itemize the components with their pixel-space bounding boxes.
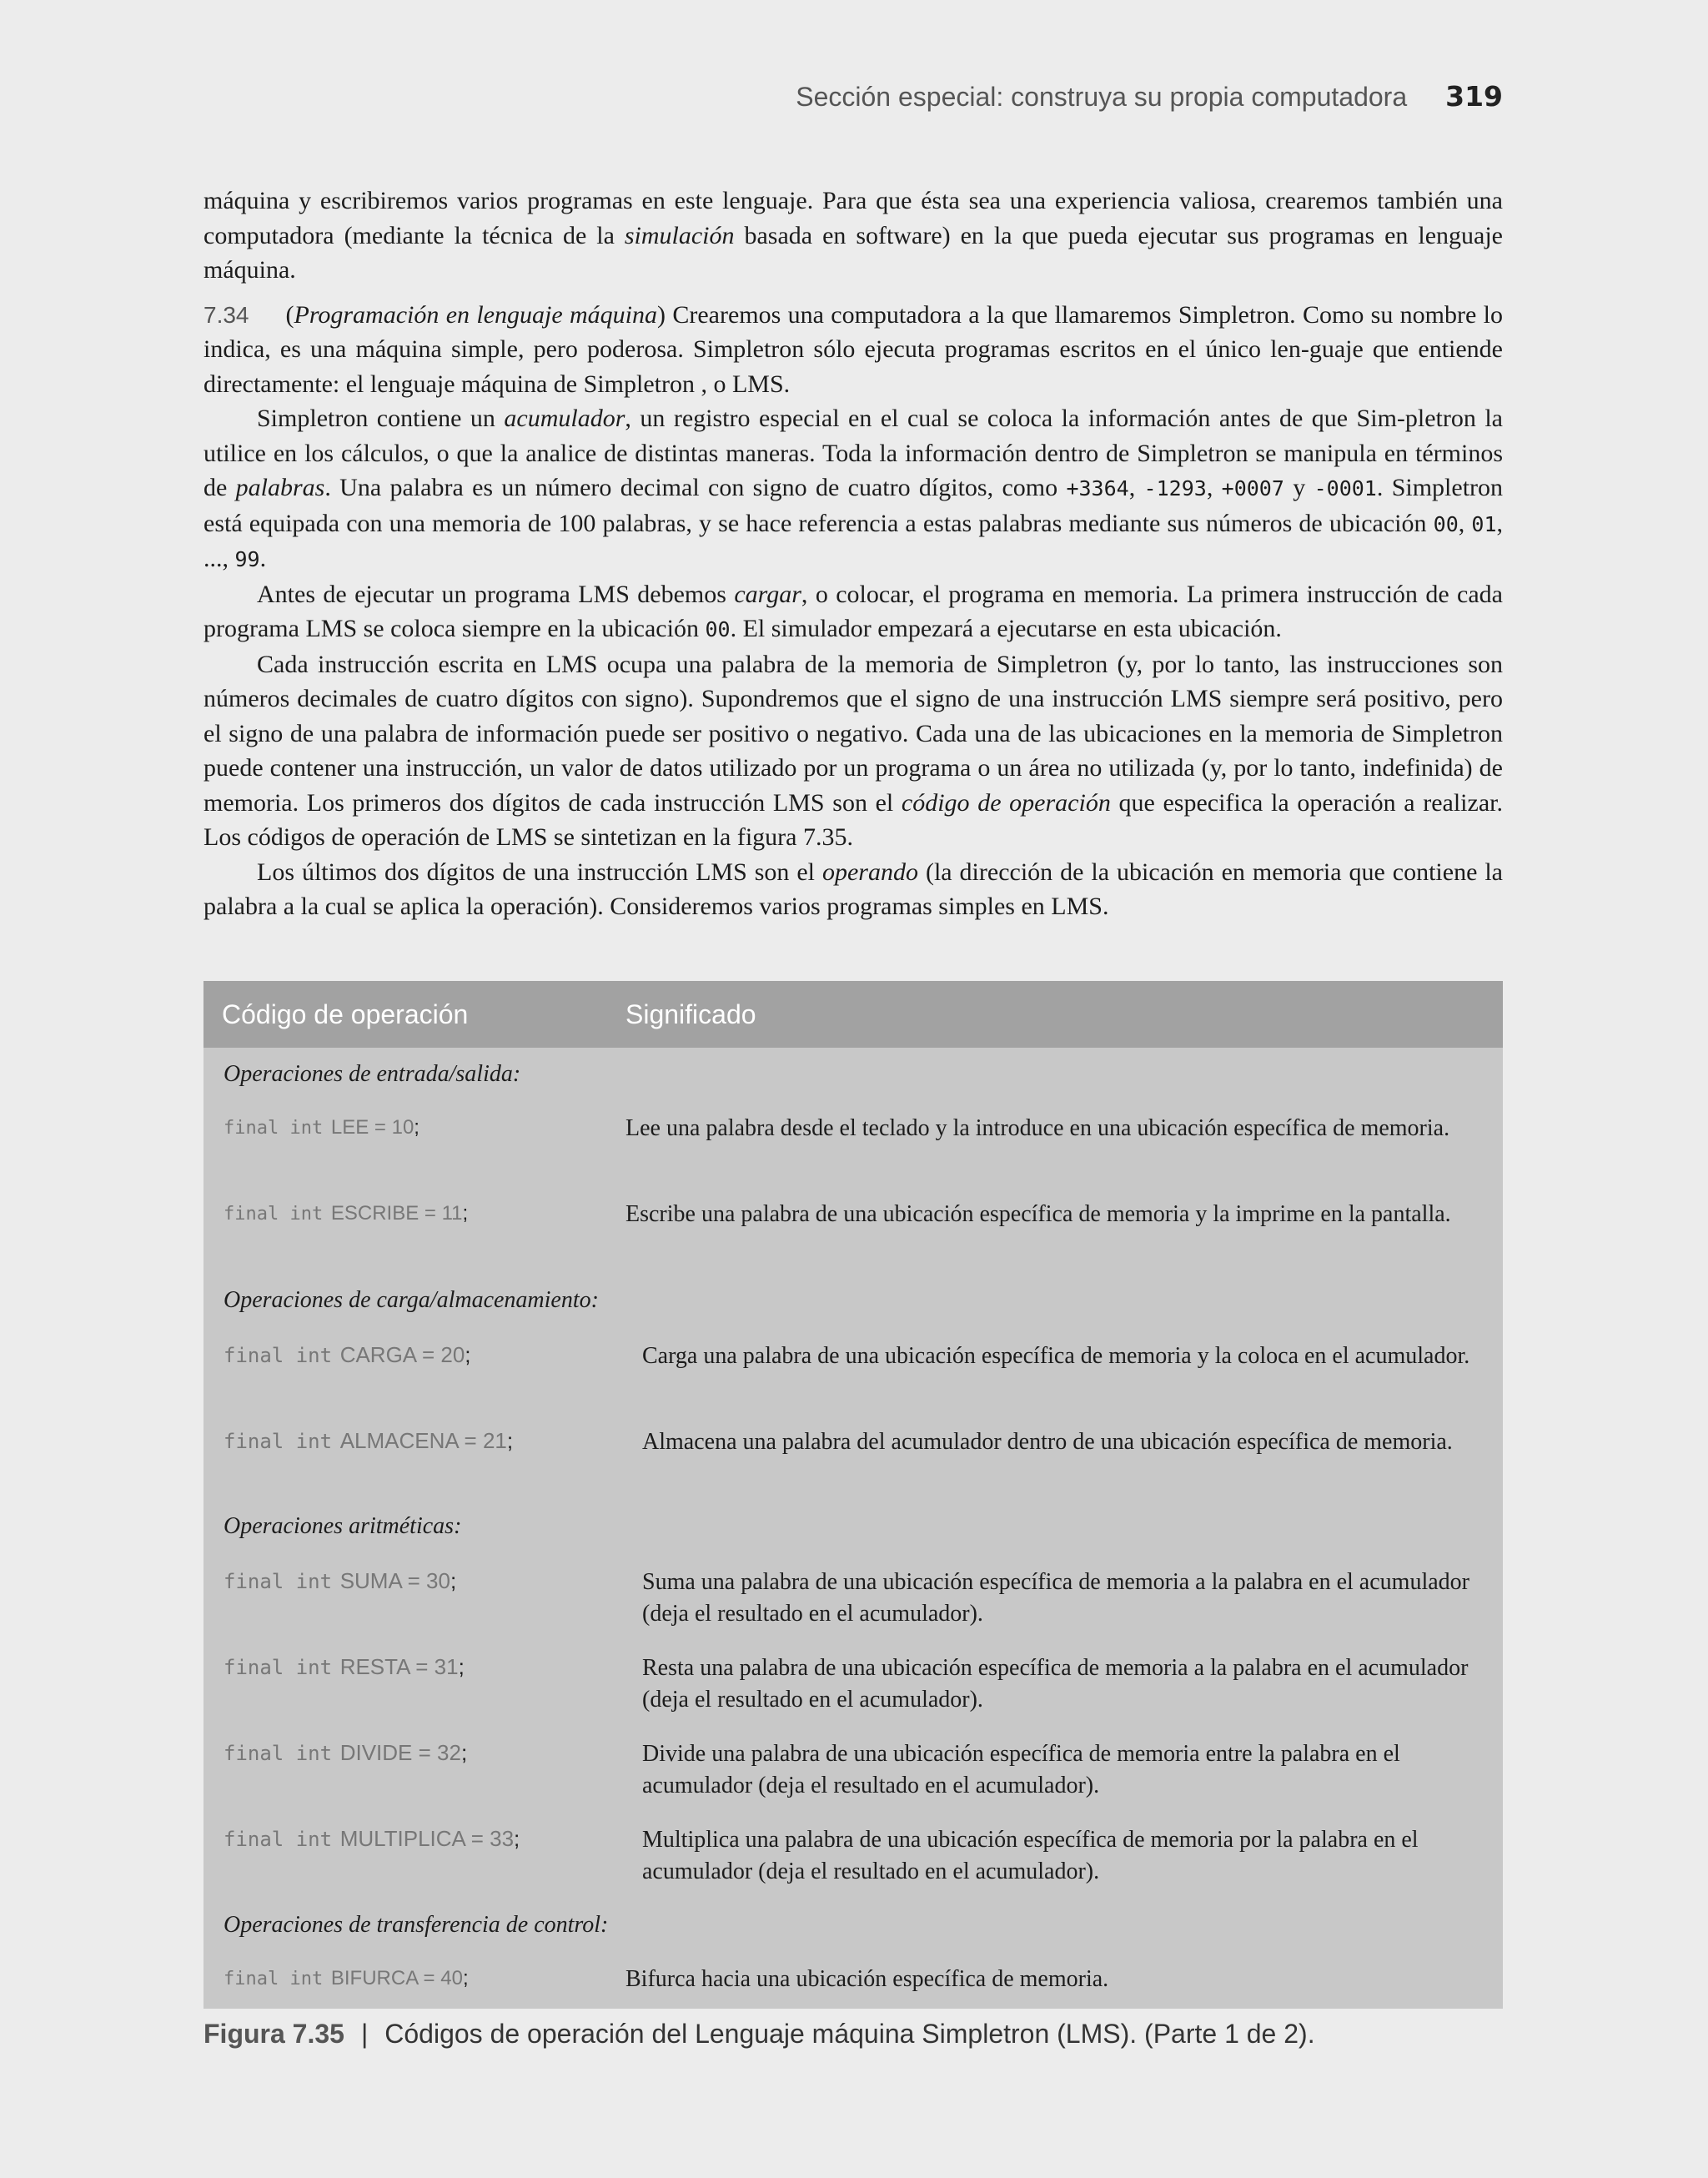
constant-value: 30: [426, 1568, 450, 1593]
code-literal: +0007: [1221, 476, 1284, 500]
figure-caption: [203, 2019, 1315, 2050]
code-literal: -1293: [1143, 476, 1207, 500]
constant-value: 40: [440, 1967, 463, 1989]
keyword: final int: [224, 1656, 333, 1679]
constant-value: 21: [482, 1428, 507, 1453]
semicolon: ;: [462, 1202, 469, 1225]
table-row-desc: Suma una palabra de una ubicación específica de memoria a la palabra en el acumulador (deja el resultado en el acumulador).: [642, 1569, 1469, 1627]
emphasis: palabras: [235, 474, 325, 501]
constant-name: SUMA: [339, 1568, 402, 1593]
text-run: Simpletron contiene un: [257, 405, 505, 432]
running-head: [203, 80, 1503, 113]
text-run: máquina y escribiremos varios programas en este lenguaje. Para que ésta sea una experiencia valiosa, crearemos también una computadora (mediante la técnica de la: [203, 187, 1503, 249]
constant-name: MULTIPLICA: [339, 1826, 465, 1851]
keyword: final int: [224, 1828, 333, 1851]
table-row-desc: Resta una palabra de una ubicación específica de memoria a la palabra en el acumulador (deja el resultado en el acumulador).: [642, 1655, 1469, 1713]
table-row-desc: Escribe una palabra de una ubicación específica de memoria y la imprime en la pantalla.: [625, 1201, 1451, 1227]
emphasis: operando: [821, 858, 918, 886]
text-run: , un registro especial en el cual se coloca la información antes de que Sim-pletron la utilice en los cálculos, o que la analice de distintas maneras. Toda la información dentro de Simpletron se manipula en términos de: [203, 405, 1503, 501]
table-row-code: [224, 1116, 419, 1139]
constant-value: 20: [440, 1342, 465, 1367]
table-row-code: [224, 1202, 468, 1225]
emphasis: cargar: [734, 580, 801, 608]
table-row-code: [224, 1654, 465, 1680]
table-row-desc: Multiplica una palabra de una ubicación específica de memoria por la palabra en el acumulador (deja el resultado en el acumulador).: [642, 1827, 1419, 1884]
table-row-code: [224, 1342, 471, 1368]
constant-value: 32: [437, 1740, 461, 1765]
semicolon: ;: [460, 1740, 468, 1765]
table-row-desc: Carga una palabra de una ubicación específica de memoria y la coloca en el acumulador.: [642, 1343, 1470, 1369]
paragraph: [203, 855, 1503, 924]
caption-separator: |: [360, 2019, 369, 2049]
code-literal: 99: [234, 547, 260, 571]
text-run: ,: [1206, 474, 1222, 501]
semicolon: ;: [462, 1967, 469, 1989]
table-row-code: [224, 1826, 520, 1852]
equals: =: [419, 1202, 442, 1225]
emphasis: simulación: [624, 221, 735, 249]
keyword: final int: [224, 1118, 324, 1139]
constant-name: LEE: [330, 1116, 369, 1139]
semicolon: ;: [450, 1568, 457, 1593]
column-header-meaning: Significado: [625, 999, 756, 1029]
emphasis: código de operación: [901, 788, 1111, 817]
text-run: (la dirección de la ubicación en memoria que contiene la palabra a la cual se aplica la operación). Consideremos varios programas simples en LMS.: [203, 858, 1504, 920]
keyword: final int: [224, 1344, 333, 1367]
table-row-code: [224, 1568, 456, 1594]
equals: =: [417, 1967, 441, 1989]
opcode-table: [203, 981, 1503, 2009]
table-header: [203, 981, 1503, 1048]
text-run: (: [285, 300, 294, 329]
text-run: , o colocar, el programa en memoria. La primera instrucción de cada programa LMS se coloca siempre en la ubicación: [203, 580, 1504, 642]
paragraph: [203, 401, 1503, 577]
equals: =: [458, 1428, 483, 1453]
text-run: y: [1284, 474, 1314, 501]
equals: =: [465, 1826, 490, 1851]
page-number: 319: [1445, 80, 1503, 113]
text-run: Los últimos dos dígitos de una instrucción LMS son el: [257, 858, 822, 886]
keyword: final int: [224, 1570, 333, 1593]
equals: =: [415, 1342, 441, 1367]
constant-value: 11: [441, 1202, 463, 1225]
constant-name: ESCRIBE: [330, 1202, 419, 1225]
body-text: [203, 184, 1503, 924]
section-heading: Operaciones de entrada/salida:: [224, 1061, 521, 1087]
caption-text: Códigos de operación del Lenguaje máquina Simpletron (LMS). (Parte 1 de 2).: [384, 2019, 1315, 2049]
exercise-paragraph: [203, 298, 1503, 402]
equals: =: [401, 1568, 427, 1593]
keyword: final int: [224, 1969, 324, 1989]
table-row-desc: Lee una palabra desde el teclado y la introduce en una ubicación específica de memoria.: [625, 1115, 1450, 1141]
constant-name: CARGA: [339, 1342, 416, 1367]
keyword: final int: [224, 1430, 333, 1453]
section-heading: Operaciones de carga/almacenamiento:: [224, 1287, 599, 1313]
semicolon: ;: [514, 1826, 520, 1851]
text-run: Cada instrucción escrita en LMS ocupa una palabra de la memoria de Simpletron (y, por lo tanto, las instrucciones son números decimales de cuatro dígitos con signo). Supondremos que el signo de una instrucción LMS siempre será positivo, pero el signo de una palabra de información puede ser positivo o negativo. Cada una de las ubicaciones en la memoria de Simpletron puede contener una instrucción, un valor de datos utilizado por un programa o un área no utilizada (y, por lo tanto, indefinida) de memoria. Los primeros dos dígitos de cada instrucción LMS son el: [203, 650, 1503, 817]
semicolon: ;: [506, 1428, 514, 1453]
table-row-desc: Divide una palabra de una ubicación específica de memoria entre la palabra en el acumulador (deja el resultado en el acumulador).: [642, 1741, 1400, 1798]
text-run: . El simulador empezará a ejecutarse en esta ubicación.: [730, 615, 1282, 642]
table-row-code: [224, 1740, 467, 1766]
code-literal: 00: [705, 617, 731, 641]
emphasis: acumulador: [504, 405, 625, 432]
constant-name: RESTA: [339, 1654, 410, 1679]
paragraph: [203, 184, 1503, 288]
exercise-number: 7.34: [203, 301, 249, 328]
keyword: final int: [224, 1742, 333, 1765]
semicolon: ;: [465, 1342, 471, 1367]
table-row-desc: Bifurca hacia una ubicación específica de memoria.: [625, 1966, 1109, 1992]
equals: =: [412, 1740, 438, 1765]
text-run: , ...,: [203, 509, 1503, 572]
section-title: Sección especial: construya su propia computadora: [796, 82, 1408, 112]
text-run: ,: [1458, 509, 1472, 537]
table-row-desc: Almacena una palabra del acumulador dentro de una ubicación específica de memoria.: [642, 1429, 1453, 1455]
equals: =: [369, 1116, 392, 1139]
code-literal: 01: [1471, 511, 1497, 536]
code-literal: 00: [1433, 511, 1459, 536]
code-literal: +3364: [1066, 476, 1129, 500]
text-run: ,: [1128, 474, 1144, 501]
column-header-opcode: Código de operación: [222, 999, 469, 1029]
equals: =: [409, 1654, 435, 1679]
table-row-code: [224, 1428, 513, 1454]
constant-value: 33: [490, 1826, 515, 1851]
constant-name: BIFURCA: [330, 1967, 418, 1989]
exercise-title: Programación en lenguaje máquina: [294, 300, 658, 329]
text-run: . Simpletron está equipada con una memoria de 100 palabras, y se hace referencia a estas palabras mediante sus números de ubicación: [203, 474, 1504, 537]
text-run: . Una palabra es un número decimal con signo de cuatro dígitos, como: [324, 474, 1067, 501]
constant-value: 31: [434, 1654, 459, 1679]
constant-name: ALMACENA: [339, 1428, 459, 1453]
constant-value: 10: [391, 1116, 414, 1139]
section-heading: Operaciones aritméticas:: [224, 1513, 462, 1539]
code-literal: -0001: [1314, 476, 1377, 500]
text-run: que especifica la operación a realizar. Los códigos de operación de LMS se sintetizan en la figura 7.35.: [203, 788, 1503, 851]
text-run: ) Crearemos una computadora a la que llamaremos Simpletron. Como su nombre lo indica, es una máquina simple, pero poderosa. Simpletron sólo ejecuta programas escritos en el único len-guaje que entiende directamente: el lenguaje máquina de Simpletron , o LMS.: [203, 300, 1503, 398]
paragraph: [203, 577, 1503, 647]
constant-name: DIVIDE: [339, 1740, 413, 1765]
paragraph: [203, 647, 1503, 855]
text-run: Antes de ejecutar un programa LMS debemos: [257, 580, 735, 608]
table-row-code: [224, 1967, 469, 1990]
text-run: basada en software) en la que pueda ejecutar sus programas en lenguaje máquina.: [203, 221, 1503, 284]
semicolon: ;: [458, 1654, 465, 1679]
figure-label: Figura 7.35: [203, 2019, 344, 2049]
text-run: .: [259, 545, 267, 572]
section-heading: Operaciones de transferencia de control:: [224, 1912, 609, 1938]
semicolon: ;: [414, 1116, 419, 1139]
keyword: final int: [224, 1204, 324, 1225]
